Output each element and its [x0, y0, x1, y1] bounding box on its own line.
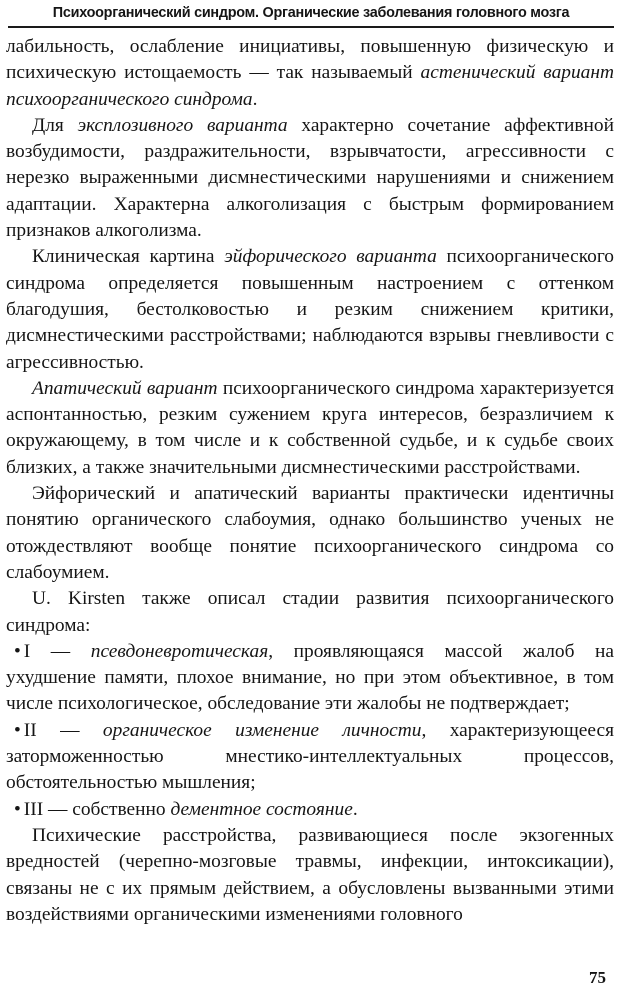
stage-description: , проявляющаяся массой жалоб на ухудшение памяти, плохое внимание, но при этом объективное, в том числе психологическое, обследование эти жалобы не подтверждает; [6, 640, 614, 715]
paragraph-text: Клиническая картина [32, 246, 225, 268]
paragraph-text: . [252, 88, 258, 110]
paragraph-text: Психические расстройства, развивающиеся после экзогенных вредностей (черепно-мозговые травмы, инфекции, интоксикации), связаны не с их прямым действием, а обусловлены вызванными этими воздействиями органическими изменениями головного [6, 824, 614, 925]
stage-description: . [352, 798, 358, 820]
paragraph-kirsten-stages [6, 586, 614, 639]
bullet: • [14, 719, 21, 741]
paragraph-text: Эйфорический и апатический варианты практически идентичны понятию органического слабоумия, однако большинство ученых не отождествляют вообще понятие психоорганического синдрома со слабоумием. [6, 483, 614, 583]
stage-description: , характеризующееся заторможенностью мнестико-интеллектуальных процессов, обстоятельностью мышления; [6, 719, 614, 794]
paragraph-exogenous-disorders [6, 823, 614, 928]
stages-list [6, 639, 614, 823]
running-title: Психоорганический синдром. Органические заболевания головного мозга [8, 2, 614, 28]
paragraph-text: психоорганического синдрома определяется повышенным настроением с оттенком благодушия, бестолковостью и резким снижением критики, дисмнестическими расстройствами; наблюдаются взрывы гневливости с агрессивностью. [6, 246, 615, 373]
term-explosive-variant: эксплозивного варианта [77, 114, 288, 136]
stage-numeral: I — [23, 640, 91, 662]
term-asthenic-variant: астенический вариант психоорганического синдрома [6, 62, 614, 110]
bullet: • [14, 798, 21, 820]
paragraph-text: характерно сочетание аффективной возбудимости, раздражительности, взрывчатости, агрессивности с нерезко выраженными дисмнестическими нарушениями и снижением адаптации. Характерна алкоголизация с быстрым формированием признаков алкоголизма. [6, 114, 614, 242]
paragraph-text: лабильность, ослабление инициативы, повышенную физическую и психическую истощаемость — так называемый [6, 36, 614, 84]
stage-numeral: III — собственно [23, 798, 171, 820]
list-item [6, 718, 614, 797]
paragraph-euphoric-variant [6, 244, 614, 375]
paragraph-text: U. Kirsten также описал стадии развития психоорганического синдрома: [6, 588, 614, 636]
list-item [6, 639, 614, 718]
term-apathetic-variant: Апатический вариант [32, 377, 218, 399]
list-item [6, 797, 614, 823]
page-number: 75 [589, 968, 606, 987]
paragraph-explosive-variant [6, 113, 614, 244]
bullet: • [14, 640, 21, 662]
stage-term: дементное состояние [170, 798, 353, 820]
stage-term: псевдоневротическая [90, 640, 269, 662]
paragraph-text: Для [32, 114, 78, 136]
paragraph-asthenic-variant [6, 34, 614, 113]
paragraph-apathetic-variant [6, 376, 614, 481]
page-body [6, 34, 614, 928]
stage-term: органическое изменение личности [102, 719, 422, 741]
stage-numeral: II — [23, 719, 103, 741]
paragraph-text: психоорганического синдрома характеризуется аспонтанностью, резким сужением круга интересов, безразличием к окружающему, в том числе и к собственной судьбе, и к судьбе своих близких, а также значительными дисмнестическими расстройствами. [6, 377, 615, 478]
paragraph-dementia-comparison [6, 481, 614, 586]
term-euphoric-variant: эйфорического варианта [224, 246, 437, 268]
